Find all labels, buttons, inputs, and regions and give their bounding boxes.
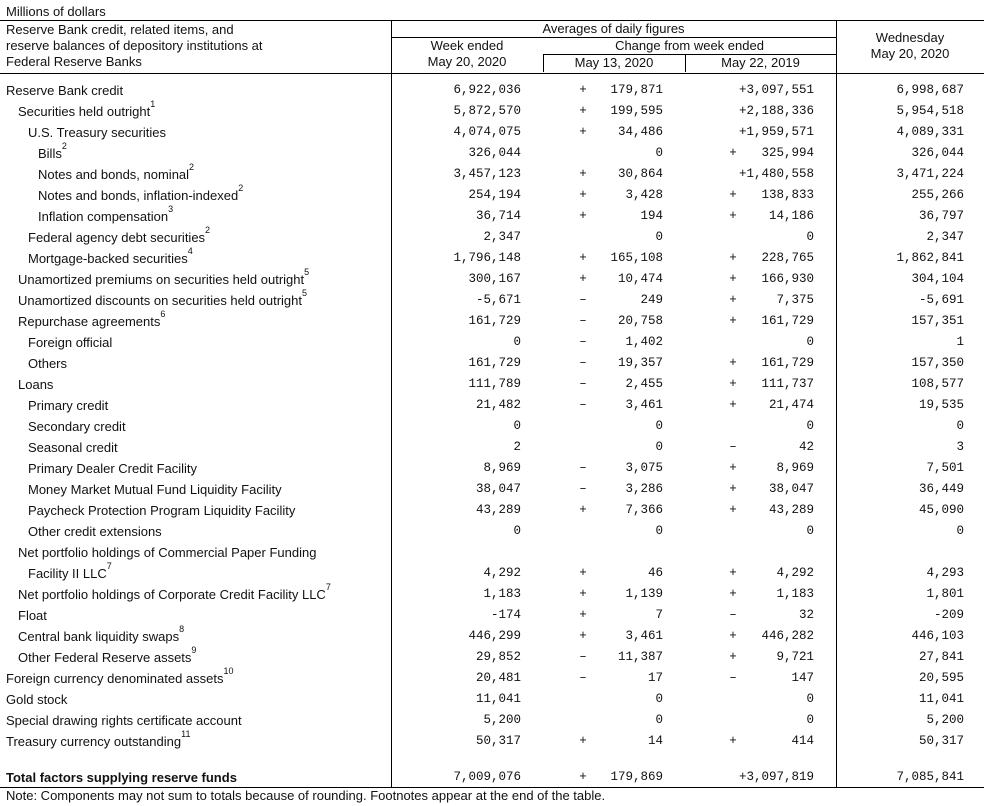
table-row (0, 311, 984, 332)
table-row (0, 500, 984, 521)
change-2-value: 7,375 (776, 293, 814, 307)
change-1-value: 0 (655, 419, 663, 433)
week-value: 4,292 (483, 566, 521, 580)
sign-1: – (579, 461, 587, 475)
sign-1: + (579, 125, 587, 139)
week-value: 20,481 (475, 671, 521, 685)
sign-1: – (579, 377, 587, 391)
wednesday-value: 326,044 (911, 146, 964, 160)
table-row (0, 227, 984, 248)
change-1-value: 0 (655, 230, 663, 244)
week-value: 254,194 (468, 188, 521, 202)
week-value: 50,317 (475, 734, 521, 748)
row-label: Float (18, 608, 47, 623)
footnote-ref: 11 (181, 729, 191, 739)
table-row (0, 143, 984, 164)
change-1-value: 3,428 (625, 188, 663, 202)
wednesday-value: 2,347 (926, 230, 964, 244)
row-label: Foreign official (28, 335, 113, 350)
table-row (0, 563, 984, 584)
row-label: U.S. Treasury securities (28, 125, 166, 140)
row-label: Securities held outright$^1$ (18, 99, 156, 119)
change-2-value: 38,047 (768, 482, 814, 496)
row-label-heading: Reserve Bank credit, related items, and reserve balances of depository institutions at Federal Reserve Banks (6, 22, 263, 69)
change-1-value: 14 (647, 734, 663, 748)
row-label: Net portfolio holdings of Commercial Paper Funding (18, 545, 317, 560)
row-label: Gold stock (6, 692, 68, 707)
units-label: Millions of dollars (6, 4, 106, 19)
change-1-value: 3,286 (625, 482, 663, 496)
table-row (0, 542, 984, 563)
table-row (0, 269, 984, 290)
sign-1: – (579, 314, 587, 328)
week-value: 0 (513, 335, 521, 349)
sign-1: + (579, 734, 587, 748)
footnote-ref: 6 (160, 309, 166, 319)
row-label: Notes and bonds, inflation-indexed$^2$ (38, 183, 244, 203)
week-value: 0 (513, 419, 521, 433)
change-2-value: +2,188,336 (738, 104, 814, 118)
table-note: Note: Components may not sum to totals because of rounding. Footnotes appear at the end of the table. (6, 788, 606, 803)
week-value: -174 (490, 608, 521, 622)
row-label: Unamortized discounts on securities held outright$^5$ (18, 288, 307, 308)
sign-1: – (579, 482, 587, 496)
row-label: Inflation compensation$^3$ (38, 204, 174, 224)
week-value: 161,729 (468, 314, 521, 328)
table-row (0, 626, 984, 647)
wednesday-heading: Wednesday May 20, 2020 (870, 30, 950, 61)
change-2-value: 0 (806, 419, 814, 433)
change-heading: Change from week ended (615, 38, 764, 53)
change-2-value: 9,721 (776, 650, 814, 664)
sign-1: + (579, 608, 587, 622)
sign-1: + (579, 272, 587, 286)
sign-1: – (579, 398, 587, 412)
change-1-value: 3,461 (625, 629, 663, 643)
change-column-1-heading: May 13, 2020 (574, 55, 654, 70)
wednesday-value: 1,862,841 (896, 251, 964, 265)
footnote-ref: 7 (325, 582, 331, 592)
sign-1: – (579, 650, 587, 664)
week-value: 1,183 (483, 587, 521, 601)
sign-2: + (729, 356, 737, 370)
table-row (0, 731, 984, 752)
table-row (0, 689, 984, 710)
week-value: 21,482 (475, 398, 521, 412)
change-2-value: 0 (806, 713, 814, 727)
wednesday-value: 20,595 (918, 671, 964, 685)
total-label: Total factors supplying reserve funds (6, 770, 237, 785)
row-label: Bills$^2$ (38, 141, 67, 161)
wednesday-value: 255,266 (911, 188, 964, 202)
change-1-value: 2,455 (625, 377, 663, 391)
change-2-value: 0 (806, 692, 814, 706)
change-1-value: 3,075 (625, 461, 663, 475)
change-2-value: 147 (791, 671, 814, 685)
change-2-value: 14,186 (768, 209, 814, 223)
week-value: -5,671 (475, 293, 521, 307)
row-label: Primary credit (28, 398, 109, 413)
week-value: 38,047 (475, 482, 521, 496)
table-row (0, 395, 984, 416)
change-2-value: 1,183 (776, 587, 814, 601)
sign-2: + (729, 293, 737, 307)
week-value: 0 (513, 524, 521, 538)
change-1-value: 1,139 (625, 587, 663, 601)
week-value: 1,796,148 (453, 251, 521, 265)
row-label: Notes and bonds, nominal$^2$ (38, 162, 195, 182)
sign-1: + (579, 587, 587, 601)
table-row (0, 101, 984, 122)
wednesday-value: 6,998,687 (896, 83, 964, 97)
change-2-value: 111,737 (761, 377, 814, 391)
row-label: Other Federal Reserve assets$^9$ (18, 645, 197, 665)
wednesday-value: 19,535 (918, 398, 964, 412)
wednesday-value: -209 (933, 608, 964, 622)
change-2-value: 8,969 (776, 461, 814, 475)
table-row (0, 458, 984, 479)
change-2-value: +1,480,558 (738, 167, 814, 181)
wednesday-value: 304,104 (911, 272, 964, 286)
change-1-value: 249 (640, 293, 663, 307)
footnote-ref: 5 (304, 267, 310, 277)
sign-2: + (729, 188, 737, 202)
table-row (0, 647, 984, 668)
change-1-value: 1,402 (625, 335, 663, 349)
week-value: 29,852 (475, 650, 521, 664)
change-1-value: 17 (647, 671, 663, 685)
row-label: Reserve Bank credit (6, 83, 124, 98)
table-row (0, 668, 984, 689)
row-label: Special drawing rights certificate account (6, 713, 242, 728)
sign-2: + (729, 734, 737, 748)
change-2-value: 446,282 (761, 629, 814, 643)
week-value: 326,044 (468, 146, 521, 160)
row-label: Primary Dealer Credit Facility (28, 461, 198, 476)
sign-1: + (579, 188, 587, 202)
sign-1: – (579, 335, 587, 349)
sign-2: + (729, 398, 737, 412)
wednesday-value: 50,317 (918, 734, 964, 748)
table-row (0, 416, 984, 437)
week-value: 3,457,123 (453, 167, 521, 181)
row-label: Foreign currency denominated assets$^{10}$ (6, 666, 234, 686)
wednesday-value: 27,841 (918, 650, 964, 664)
change-column-2-heading: May 22, 2019 (721, 55, 800, 70)
sign-2: + (729, 209, 737, 223)
change-2-value: 228,765 (761, 251, 814, 265)
sign-2: + (729, 377, 737, 391)
row-label: Secondary credit (28, 419, 126, 434)
change-1-value: 165,108 (610, 251, 663, 265)
change-1-value: 0 (655, 146, 663, 160)
change-2-value: 0 (806, 335, 814, 349)
week-value: 11,041 (475, 692, 521, 706)
wednesday-value: 5,954,518 (896, 104, 964, 118)
footnote-ref: 2 (189, 162, 195, 172)
sign-2: + (729, 629, 737, 643)
row-label: Paycheck Protection Program Liquidity Facility (28, 503, 296, 518)
change-2-value: 0 (806, 230, 814, 244)
week-value: 5,872,570 (453, 104, 521, 118)
wednesday-value: 108,577 (911, 377, 964, 391)
footnote-ref: 2 (61, 141, 67, 151)
table-row (0, 437, 984, 458)
change-2-value: +3,097,551 (738, 83, 814, 97)
footnote-ref: 10 (223, 666, 234, 676)
week-value: 36,714 (475, 209, 521, 223)
wednesday-value: 1,801 (926, 587, 964, 601)
change-1-value: 34,486 (617, 125, 663, 139)
week-value: 43,289 (475, 503, 521, 517)
sign-1: – (579, 293, 587, 307)
table-row (0, 353, 984, 374)
change-1-value: 179,871 (610, 83, 663, 97)
week-value: 300,167 (468, 272, 521, 286)
wednesday-value: 3 (956, 440, 964, 454)
change-1-value: 0 (655, 524, 663, 538)
row-label: Repurchase agreements$^6$ (18, 309, 166, 329)
sign-2: + (729, 650, 737, 664)
change-1-value: 194 (640, 209, 663, 223)
wednesday-value: 1 (956, 335, 964, 349)
sign-1: + (579, 167, 587, 181)
footnote-ref: 2 (205, 225, 211, 235)
sign-2: + (729, 482, 737, 496)
sign-1: + (579, 83, 587, 97)
footnote-ref: 7 (106, 561, 112, 571)
table-row (0, 80, 984, 101)
week-value: 161,729 (468, 356, 521, 370)
change-2-value: 325,994 (761, 146, 814, 160)
wednesday-value: -5,691 (918, 293, 964, 307)
week-value: 8,969 (483, 461, 521, 475)
sign-2: – (729, 440, 737, 454)
week-ended-heading: Week ended May 20, 2020 (427, 38, 507, 69)
table-row (0, 290, 984, 311)
sign-2: + (729, 566, 737, 580)
table-row (0, 605, 984, 626)
table-row (0, 710, 984, 731)
sign-1: + (579, 503, 587, 517)
sign-1: + (579, 251, 587, 265)
total-change-1: 179,869 (610, 770, 663, 784)
change-1-value: 10,474 (617, 272, 663, 286)
row-label: Other credit extensions (28, 524, 162, 539)
change-2-value: 161,729 (761, 356, 814, 370)
row-label: Seasonal credit (28, 440, 118, 455)
total-row (0, 767, 984, 788)
change-1-value: 7 (655, 608, 663, 622)
row-label: Loans (18, 377, 54, 392)
footnote-ref: 9 (191, 645, 197, 655)
table-row (0, 164, 984, 185)
week-value: 446,299 (468, 629, 521, 643)
row-label: Federal agency debt securities$^2$ (28, 225, 211, 245)
sign-2: + (729, 503, 737, 517)
sign-2: + (729, 461, 737, 475)
sign-2: – (729, 608, 737, 622)
wednesday-value: 11,041 (918, 692, 964, 706)
table-row (0, 185, 984, 206)
change-1-value: 46 (647, 566, 663, 580)
sign-1: + (579, 104, 587, 118)
footnote-ref: 2 (238, 183, 244, 193)
row-label: Mortgage-backed securities$^4$ (28, 246, 193, 266)
wednesday-value: 157,350 (911, 356, 964, 370)
total-change-2: +3,097,819 (738, 770, 814, 784)
sign-2: + (729, 251, 737, 265)
change-1-value: 199,595 (610, 104, 663, 118)
wednesday-value: 7,501 (926, 461, 964, 475)
change-1-value: 3,461 (625, 398, 663, 412)
table-row (0, 584, 984, 605)
total-week: 7,009,076 (453, 770, 521, 784)
row-label: Others (28, 356, 68, 371)
sign-1: – (579, 356, 587, 370)
wednesday-value: 5,200 (926, 713, 964, 727)
change-1-value: 19,357 (617, 356, 663, 370)
week-value: 2 (513, 440, 521, 454)
sign-2: – (729, 671, 737, 685)
wednesday-value: 45,090 (918, 503, 964, 517)
row-label: Unamortized premiums on securities held outright$^5$ (18, 267, 310, 287)
table-row (0, 122, 984, 143)
wednesday-value: 36,449 (918, 482, 964, 496)
change-2-value: 166,930 (761, 272, 814, 286)
sign-1: – (579, 671, 587, 685)
change-1-value: 20,758 (617, 314, 663, 328)
week-value: 111,789 (468, 377, 521, 391)
table-row (0, 374, 984, 395)
change-2-value: 32 (798, 608, 814, 622)
sign-2: + (729, 587, 737, 601)
week-value: 2,347 (483, 230, 521, 244)
week-value: 5,200 (483, 713, 521, 727)
sign-2: + (729, 146, 737, 160)
footnote-ref: 4 (187, 246, 193, 256)
row-label: Money Market Mutual Fund Liquidity Facility (28, 482, 282, 497)
wednesday-value: 4,089,331 (896, 125, 964, 139)
change-2-value: 42 (798, 440, 814, 454)
change-2-value: 414 (791, 734, 814, 748)
wednesday-value: 0 (956, 419, 964, 433)
footnote-ref: 1 (150, 99, 156, 109)
row-label: Treasury currency outstanding$^{11}$ (6, 729, 191, 749)
table-row (0, 332, 984, 353)
change-2-value: +1,959,571 (738, 125, 814, 139)
averages-heading: Averages of daily figures (542, 21, 685, 36)
week-value: 4,074,075 (453, 125, 521, 139)
change-1-value: 11,387 (617, 650, 663, 664)
sign-1: + (579, 629, 587, 643)
total-wednesday: 7,085,841 (896, 770, 964, 784)
footnote-ref: 8 (179, 624, 185, 634)
wednesday-value: 446,103 (911, 629, 964, 643)
change-1-value: 0 (655, 440, 663, 454)
table-row (0, 248, 984, 269)
sign-1: + (579, 566, 587, 580)
week-value: 6,922,036 (453, 83, 521, 97)
change-1-value: 7,366 (625, 503, 663, 517)
change-1-value: 0 (655, 713, 663, 727)
change-1-value: 0 (655, 692, 663, 706)
row-label: Facility II LLC$^7$ (28, 561, 112, 581)
change-2-value: 161,729 (761, 314, 814, 328)
change-1-value: 30,864 (617, 167, 663, 181)
wednesday-value: 36,797 (918, 209, 964, 223)
wednesday-value: 4,293 (926, 566, 964, 580)
total-sign-1: + (579, 770, 587, 784)
change-2-value: 4,292 (776, 566, 814, 580)
sign-1: + (579, 209, 587, 223)
change-2-value: 43,289 (768, 503, 814, 517)
row-label: Central bank liquidity swaps$^8$ (18, 624, 185, 644)
wednesday-value: 0 (956, 524, 964, 538)
table-row (0, 206, 984, 227)
table-row (0, 521, 984, 542)
change-2-value: 0 (806, 524, 814, 538)
change-2-value: 21,474 (768, 398, 814, 412)
sign-2: + (729, 314, 737, 328)
table-row (0, 479, 984, 500)
row-label: Net portfolio holdings of Corporate Credit Facility LLC$^7$ (18, 582, 331, 602)
change-2-value: 138,833 (761, 188, 814, 202)
wednesday-value: 157,351 (911, 314, 964, 328)
sign-2: + (729, 272, 737, 286)
footnote-ref: 5 (301, 288, 307, 298)
wednesday-value: 3,471,224 (896, 167, 964, 181)
footnote-ref: 3 (168, 204, 174, 214)
